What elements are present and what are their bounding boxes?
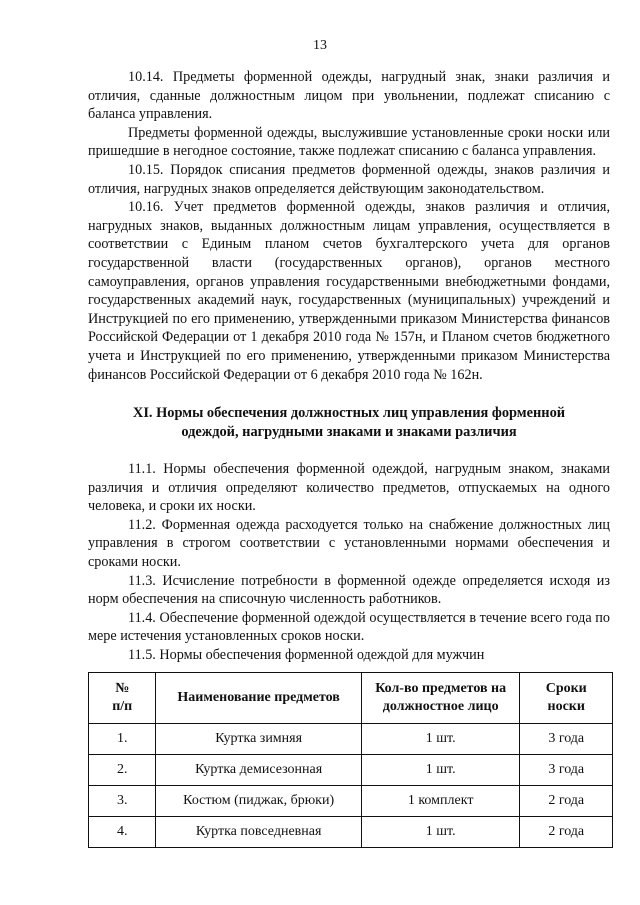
row-term: 3 года	[520, 755, 613, 786]
paragraph-11-2: 11.2. Форменная одежда расходуется только на снабжение должностных лиц управления в строгом соответствии с установленными нормами обеспечения и сроками носки.	[88, 516, 610, 571]
row-quantity: 1 комплект	[361, 786, 520, 817]
row-term: 2 года	[520, 786, 613, 817]
row-quantity: 1 шт.	[361, 817, 520, 848]
row-item-name: Куртка зимняя	[156, 724, 361, 755]
table-row	[89, 817, 613, 848]
header-term	[520, 673, 613, 724]
header-number-line2: п/п	[112, 699, 133, 714]
header-quantity-line2: должностное лицо	[382, 699, 499, 714]
page-number: 13	[313, 38, 327, 53]
document-body	[88, 68, 610, 665]
paragraph-11-3: 11.3. Исчисление потребности в форменной одежде определяется исходя из норм обеспечения на списочную численность работников.	[88, 572, 610, 608]
header-term-line1: Сроки	[545, 681, 587, 696]
row-number: 2.	[89, 755, 156, 786]
row-number: 1.	[89, 724, 156, 755]
section-heading-line2: одеждой, нагрудными знаками и знаками различия	[181, 424, 517, 441]
paragraph-10-14: 10.14. Предметы форменной одежды, нагрудный знак, знаки различия и отличия, сданные должностным лицом при увольнении, подлежат списанию с баланса управления.	[88, 69, 610, 123]
paragraph-11-1: 11.1. Нормы обеспечения форменной одеждой, нагрудным знаком, знаками различия и отличия определяют количество предметов, отпускаемых на одного человека, и сроки их носки.	[88, 461, 610, 515]
uniform-norms-table	[88, 672, 613, 848]
header-number	[89, 673, 156, 724]
header-quantity-line1: Кол-во предметов на	[375, 681, 507, 696]
table-header-row	[89, 673, 613, 724]
paragraph-10-14-cont: Предметы форменной одежды, выслужившие установленные сроки носки или пришедшие в негодное состояние, также подлежат списанию с баланса управления.	[88, 124, 610, 160]
row-item-name: Куртка демисезонная	[156, 755, 361, 786]
paragraph-11-5: 11.5. Нормы обеспечения форменной одеждой для мужчин	[128, 647, 485, 664]
header-quantity	[361, 673, 520, 724]
row-quantity: 1 шт.	[361, 755, 520, 786]
row-number: 4.	[89, 817, 156, 848]
row-item-name: Костюм (пиджак, брюки)	[156, 786, 361, 817]
paragraph-11-4: 11.4. Обеспечение форменной одеждой осуществляется в течение всего года по мере истечения установленных сроков носки.	[88, 609, 610, 645]
row-term: 2 года	[520, 817, 613, 848]
row-term: 3 года	[520, 724, 613, 755]
table-row	[89, 786, 613, 817]
row-quantity: 1 шт.	[361, 724, 520, 755]
section-heading	[88, 404, 610, 442]
section-heading-line1: XI. Нормы обеспечения должностных лиц управления форменной	[132, 405, 566, 422]
row-number: 3.	[89, 786, 156, 817]
row-item-name: Куртка повседневная	[156, 817, 361, 848]
header-term-line2: носки	[547, 699, 585, 714]
paragraph-10-16: 10.16. Учет предметов форменной одежды, знаков различия и отличия, нагрудных знаков, выданных должностным лицам управления, осуществляется в соответствии с Единым планом счетов бухгалтерского учета для органов государственной власти (государственных органов), органов местного самоуправления, органов управления государственными внебюджетными фондами, государственных академий наук, государственных (муниципальных) учреждений и Инструкцией по его применению, утвержденными приказом Министерства финансов Российской Федерации от 1 декабря 2010 года № 157н, и Планом счетов бюджетного учета и Инструкцией по его применению, утвержденными приказом Министерства финансов Российской Федерации от 6 декабря 2010 года № 162н.	[88, 199, 610, 383]
header-number-line1: №	[115, 681, 130, 696]
paragraph-10-15: 10.15. Порядок списания предметов форменной одежды, знаков различия и отличия, нагрудных знаков определяется действующим законодательством.	[88, 161, 610, 197]
table-row	[89, 724, 613, 755]
header-item-name: Наименование предметов	[156, 673, 361, 724]
table-row	[89, 755, 613, 786]
